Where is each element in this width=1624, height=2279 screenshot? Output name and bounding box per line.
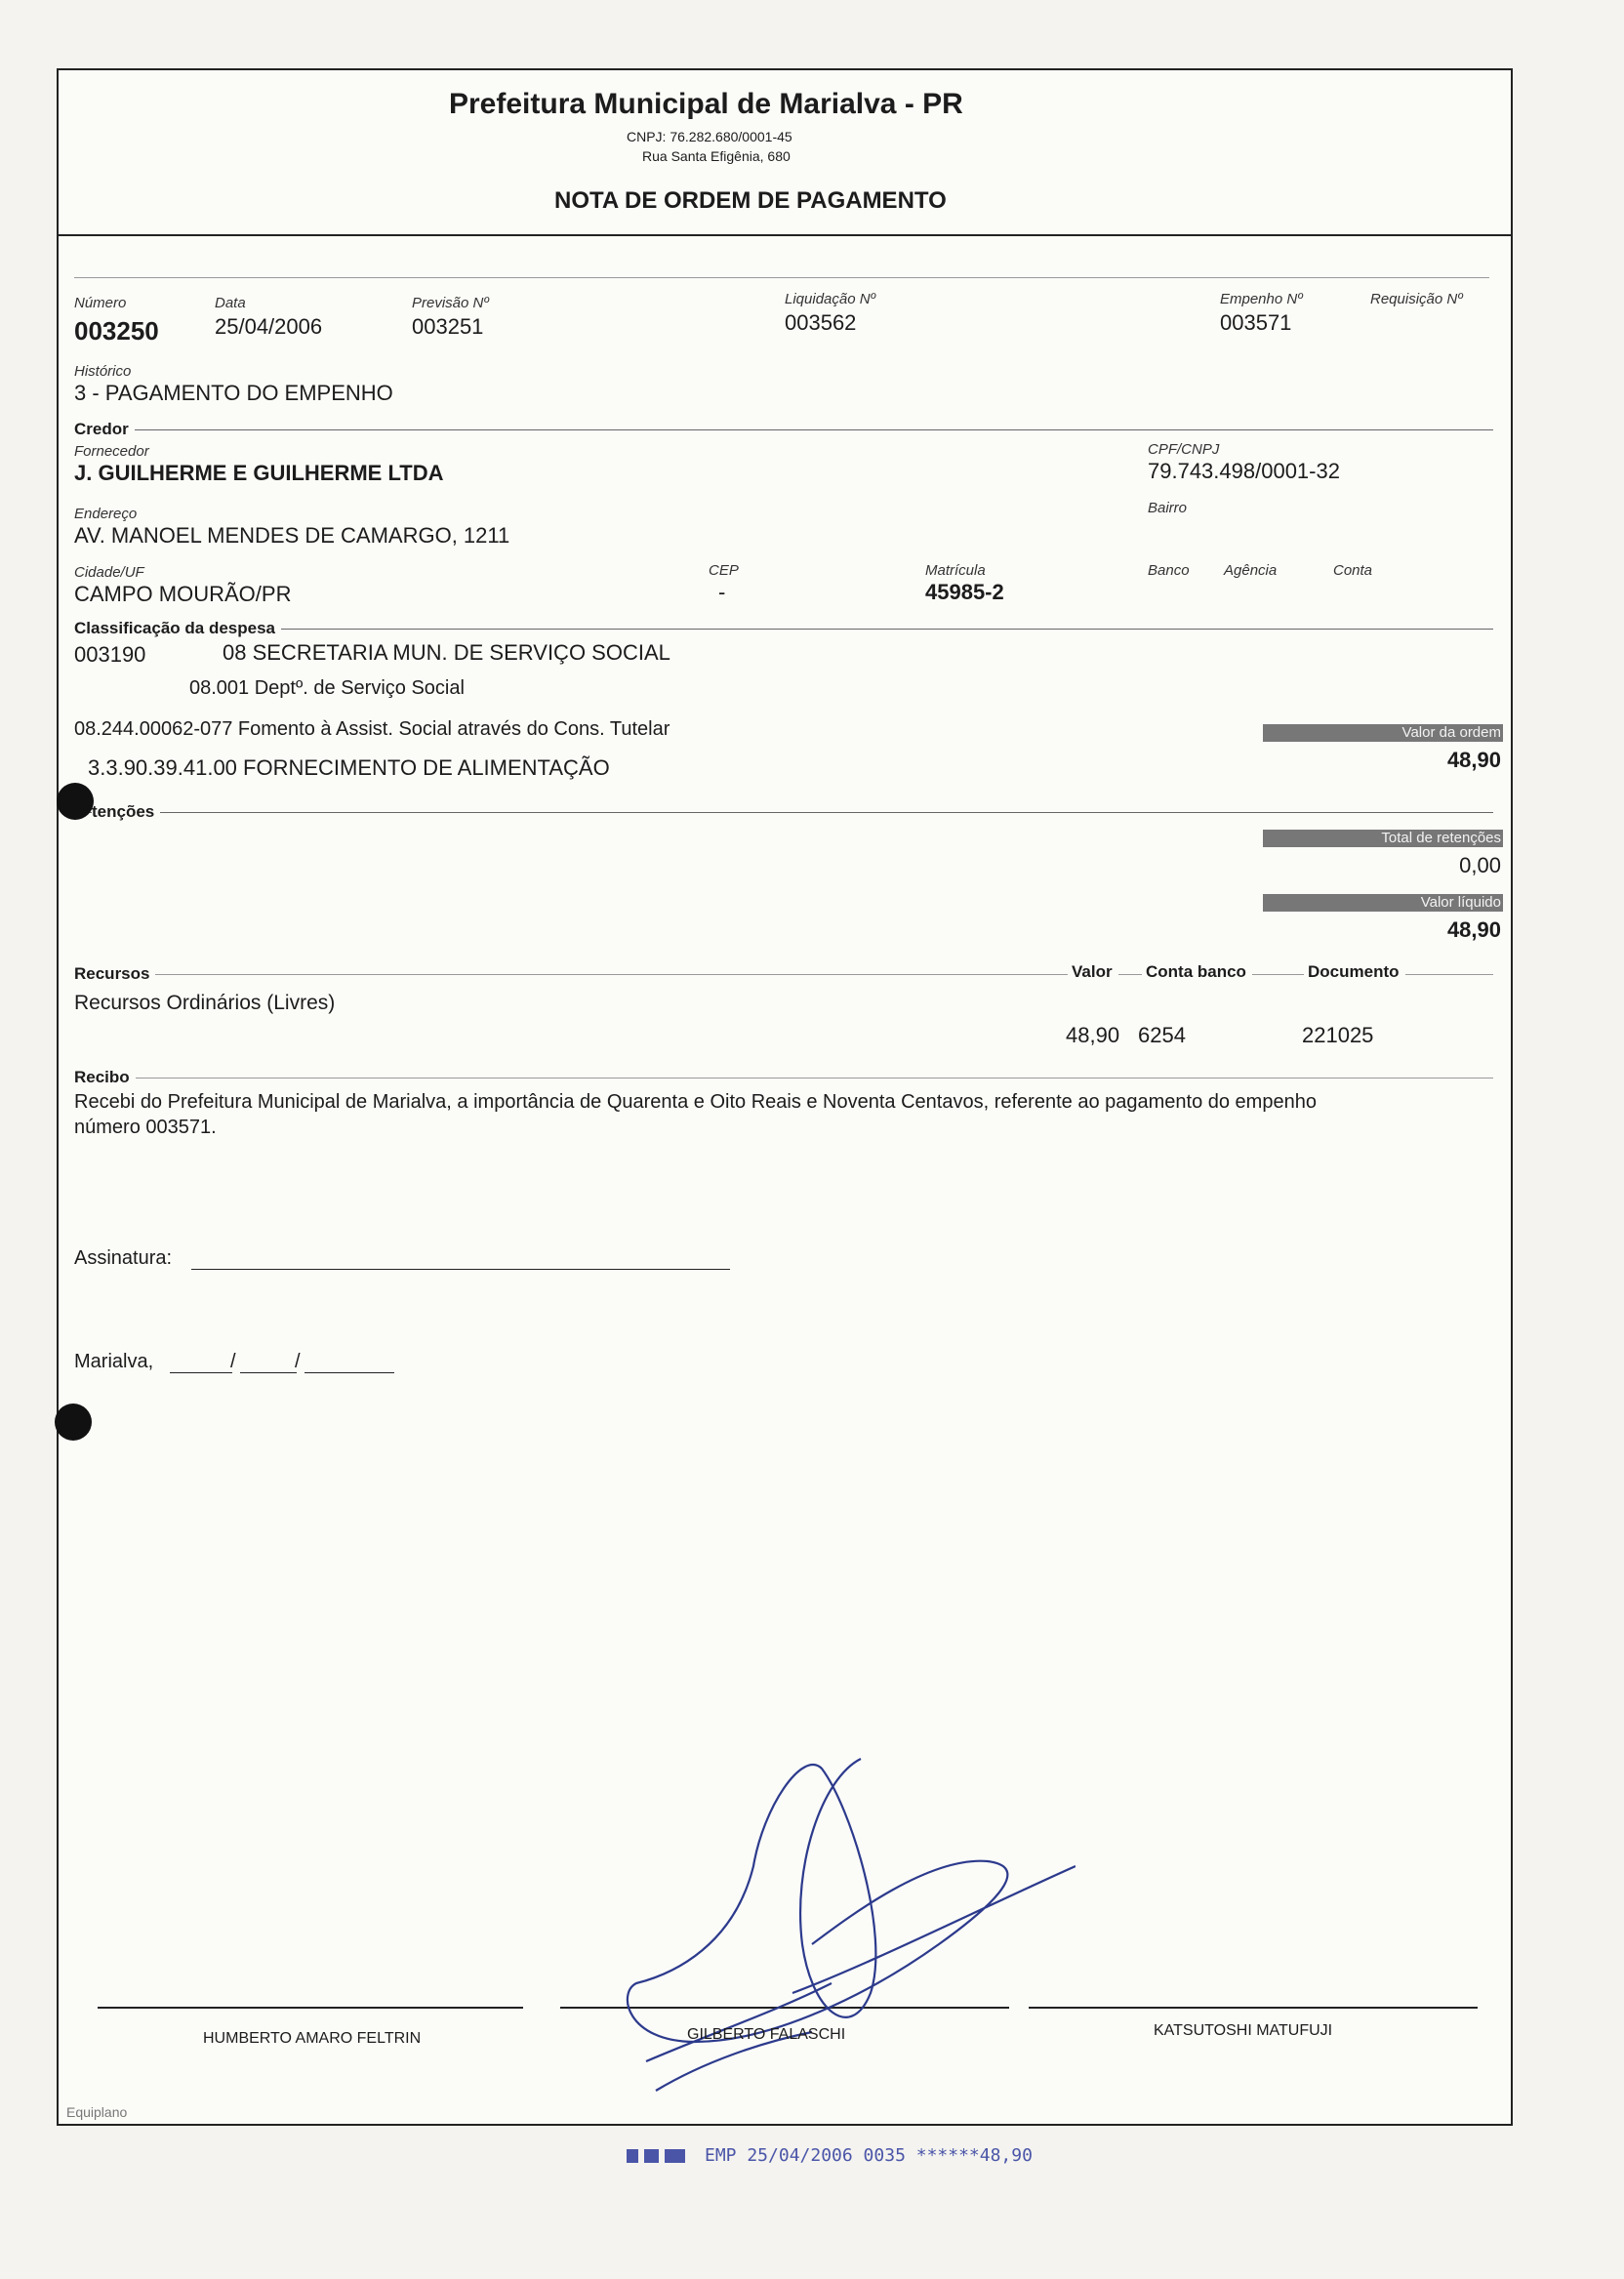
liquidacao-value: 003562 xyxy=(785,310,857,335)
retencoes-section-title: tenções xyxy=(92,802,160,822)
elemento-value: 3.3.90.39.41.00 FORNECIMENTO DE ALIMENTAÇÃO xyxy=(88,755,610,780)
endereco-value: AV. MANOEL MENDES DE CAMARGO, 1211 xyxy=(74,523,510,548)
cpf-cnpj-value: 79.743.498/0001-32 xyxy=(1148,459,1340,483)
punch-hole-bottom xyxy=(55,1404,92,1441)
signatory-3-name: KATSUTOSHI MATUFUJI xyxy=(1154,2022,1333,2039)
punch-hole-top xyxy=(57,783,94,820)
previsao-value: 003251 xyxy=(412,314,484,339)
classificacao-code: 003190 xyxy=(74,642,146,667)
assinatura-label: Assinatura: xyxy=(74,1247,173,1269)
cep-label: CEP xyxy=(709,562,739,579)
header-address: Rua Santa Efigênia, 680 xyxy=(642,148,791,164)
date-slash-2: / xyxy=(295,1351,301,1372)
endereco-label: Endereço xyxy=(74,506,138,522)
valor-liquido-value: 48,90 xyxy=(1446,917,1501,942)
software-brand: Equiplano xyxy=(66,2104,128,2120)
numero-value: 003250 xyxy=(74,316,159,346)
recursos-valor: 48,90 xyxy=(1066,1023,1120,1047)
previsao-label: Previsão Nº xyxy=(412,295,489,311)
cep-value: - xyxy=(718,580,726,604)
valor-ordem-label-box: Valor da ordem xyxy=(1263,724,1503,742)
recibo-text-line1: Recebi do Prefeitura Municipal de Marialva, a importância de Quarenta e Oito Reais e Noventa Centavos, referente ao pagamento do empenho xyxy=(74,1091,1317,1113)
agencia-label: Agência xyxy=(1224,562,1278,579)
total-retencoes-value: 0,00 xyxy=(1459,853,1501,877)
fornecedor-label: Fornecedor xyxy=(74,443,149,460)
classificacao-rule xyxy=(74,629,1493,630)
empenho-label: Empenho Nº xyxy=(1220,291,1303,307)
stamp-icon xyxy=(627,2149,685,2163)
date-month-line xyxy=(240,1372,297,1373)
recursos-conta-banco-header: Conta banco xyxy=(1142,962,1252,982)
historico-label: Histórico xyxy=(74,363,132,380)
recursos-conta: 6254 xyxy=(1138,1023,1186,1047)
total-retencoes-label-box: Total de retenções xyxy=(1263,830,1503,847)
matricula-label: Matrícula xyxy=(925,562,986,579)
valor-liquido-label-box: Valor líquido xyxy=(1263,894,1503,912)
matricula-value: 45985-2 xyxy=(925,580,1004,604)
signature-line-3 xyxy=(1029,2007,1478,2009)
bairro-label: Bairro xyxy=(1148,500,1188,516)
numero-label: Número xyxy=(74,295,127,311)
document-type-title: NOTA DE ORDEM DE PAGAMENTO xyxy=(554,187,947,214)
stamp-text: EMP 25/04/2006 0035 ******48,90 xyxy=(705,2145,1033,2166)
cidade-label: Cidade/UF xyxy=(74,564,144,581)
header-divider xyxy=(59,234,1513,236)
handwritten-signature xyxy=(617,1749,1076,2120)
banco-label: Banco xyxy=(1148,562,1190,579)
recibo-text-line2: número 003571. xyxy=(74,1117,217,1138)
requisicao-label: Requisição Nº xyxy=(1370,291,1463,307)
liquidacao-label: Liquidação Nº xyxy=(785,291,876,307)
data-value: 25/04/2006 xyxy=(215,314,323,339)
recursos-descricao: Recursos Ordinários (Livres) xyxy=(74,992,336,1014)
cidade-value: CAMPO MOURÃO/PR xyxy=(74,582,292,606)
header-cnpj: CNPJ: 76.282.680/0001-45 xyxy=(627,129,792,144)
signatory-2-name: GILBERTO FALASCHI xyxy=(687,2026,846,2043)
historico-value: 3 - PAGAMENTO DO EMPENHO xyxy=(74,381,393,405)
local-data-label: Marialva, xyxy=(74,1351,154,1372)
credor-section-title: Credor xyxy=(74,420,135,439)
register-stamp xyxy=(627,2145,1033,2166)
cpf-cnpj-label: CPF/CNPJ xyxy=(1148,441,1220,458)
fornecedor-value: J. GUILHERME E GUILHERME LTDA xyxy=(74,461,444,485)
recibo-section-title: Recibo xyxy=(74,1068,136,1087)
date-day-line xyxy=(170,1372,232,1373)
retencoes-rule xyxy=(74,812,1493,813)
ids-top-rule xyxy=(74,277,1489,278)
conta-label: Conta xyxy=(1333,562,1373,579)
document-header-title: Prefeitura Municipal de Marialva - PR xyxy=(449,88,963,120)
departamento-value: 08.001 Deptº. de Serviço Social xyxy=(189,677,465,699)
payment-order-document xyxy=(57,68,1513,2126)
recursos-documento-header: Documento xyxy=(1304,962,1405,982)
recursos-documento: 221025 xyxy=(1302,1023,1374,1047)
data-label: Data xyxy=(215,295,246,311)
signature-line-1 xyxy=(98,2007,523,2009)
date-slash-1: / xyxy=(230,1351,236,1372)
signatory-1-name: HUMBERTO AMARO FELTRIN xyxy=(203,2030,422,2047)
recursos-valor-header: Valor xyxy=(1068,962,1118,982)
credor-rule xyxy=(74,429,1493,430)
recursos-section-title: Recursos xyxy=(74,964,155,984)
empenho-value: 003571 xyxy=(1220,310,1292,335)
recursos-rule xyxy=(74,974,1493,975)
secretaria-value: 08 SECRETARIA MUN. DE SERVIÇO SOCIAL xyxy=(223,640,670,665)
programa-value: 08.244.00062-077 Fomento à Assist. Social através do Cons. Tutelar xyxy=(74,718,670,740)
valor-ordem-value: 48,90 xyxy=(1446,748,1501,772)
assinatura-line xyxy=(191,1269,730,1270)
classificacao-section-title: Classificação da despesa xyxy=(74,619,281,638)
date-year-line xyxy=(304,1372,394,1373)
